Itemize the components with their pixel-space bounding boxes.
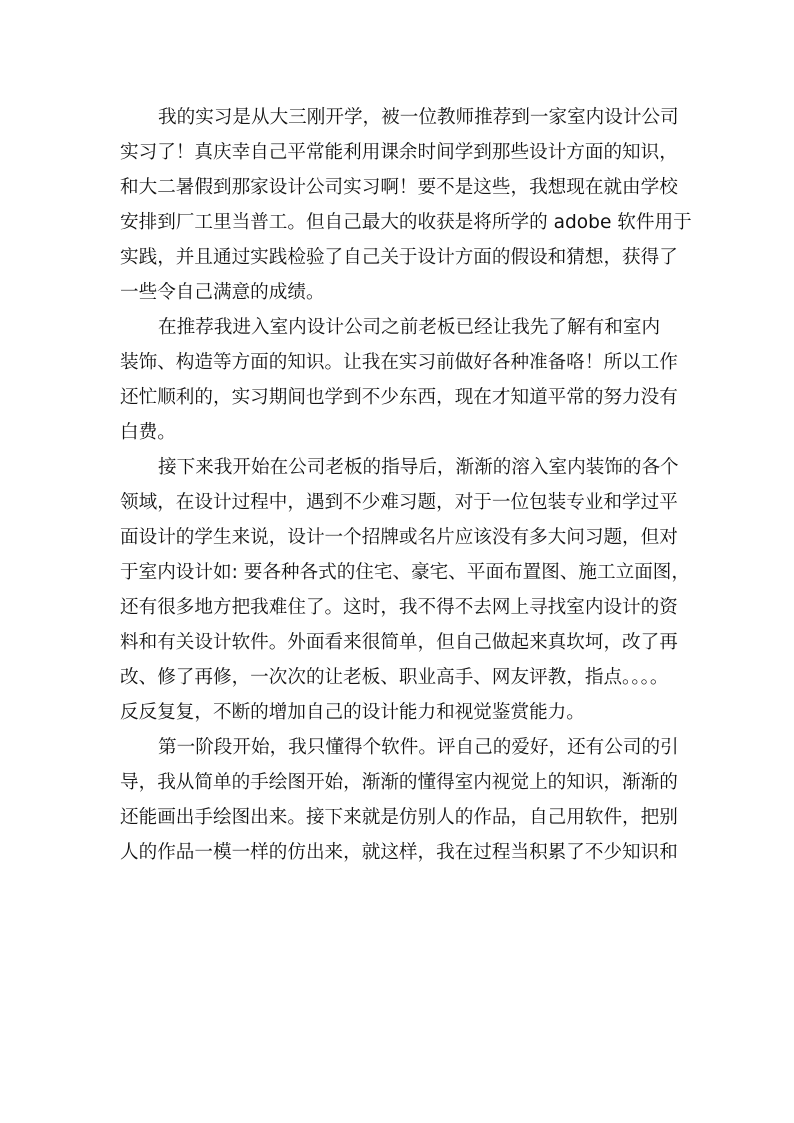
text-line: 装饰、构造等方面的知识。让我在实习前做好各种准备咯！所以工作 [120, 352, 678, 373]
text-line: 白费。 [120, 422, 176, 443]
text-line: 还能画出手绘图出来。接下来就是仿别人的作品，自己用软件，把别 [120, 807, 678, 828]
paragraph-3 [120, 450, 690, 730]
text-line: 还有很多地方把我难住了。这时，我不得不去网上寻找室内设计的资 [120, 597, 678, 618]
text-line: 反反复复，不断的增加自己的设计能力和视觉鉴赏能力。 [120, 702, 585, 723]
document-body [120, 100, 692, 870]
text-line: 实践，并且通过实践检验了自己关于设计方面的假设和猜想，获得了 [120, 247, 678, 268]
text-line: 我的实习是从大三刚开学，被一位教师推荐到一家室内设计公司 [158, 107, 679, 128]
text-line: 于室内设计如: 要各种各式的住宅、豪宅、平面布置图、施工立面图， [120, 562, 690, 583]
text-line: 人的作品一模一样的仿出来，就这样，我在过程当积累了不少知识和 [120, 842, 678, 863]
paragraph-2 [120, 310, 680, 450]
text-line: 面设计的学生来说，设计一个招牌或名片应该没有多大问习题，但对 [120, 527, 678, 548]
text-line: 一些令自己满意的成绩。 [120, 282, 325, 303]
text-line: 还忙顺利的，实习期间也学到不少东西，现在才知道平常的努力没有 [120, 387, 678, 408]
text-line: 改、修了再修，一次次的让老板、职业高手、网友评教，指点。。。。 [120, 667, 669, 688]
paragraph-4 [120, 730, 680, 870]
text-line: 导，我从简单的手绘图开始，渐渐的懂得室内视觉上的知识，渐渐的 [120, 772, 678, 793]
text-line: 接下来我开始在公司老板的指导后，渐渐的溶入室内装饰的各个 [158, 457, 679, 478]
text-line: 料和有关设计软件。外面看来很简单，但自己做起来真坎坷，改了再 [120, 632, 678, 653]
text-line: 第一阶段开始，我只懂得个软件。评自己的爱好，还有公司的引 [158, 737, 679, 758]
paragraph-1 [120, 100, 692, 310]
text-line: 在推荐我进入室内设计公司之前老板已经让我先了解有和室内 [158, 317, 661, 338]
text-line: 实习了！真庆幸自己平常能利用课余时间学到那些设计方面的知识， [120, 142, 678, 163]
text-line: 领域，在设计过程中，遇到不少难习题，对于一位包装专业和学过平 [120, 492, 678, 513]
text-line: 安排到厂工里当普工。但自己最大的收获是将所学的 adobe 软件用于 [120, 212, 692, 233]
text-line: 和大二暑假到那家设计公司实习啊！要不是这些，我想现在就由学校 [120, 177, 678, 198]
